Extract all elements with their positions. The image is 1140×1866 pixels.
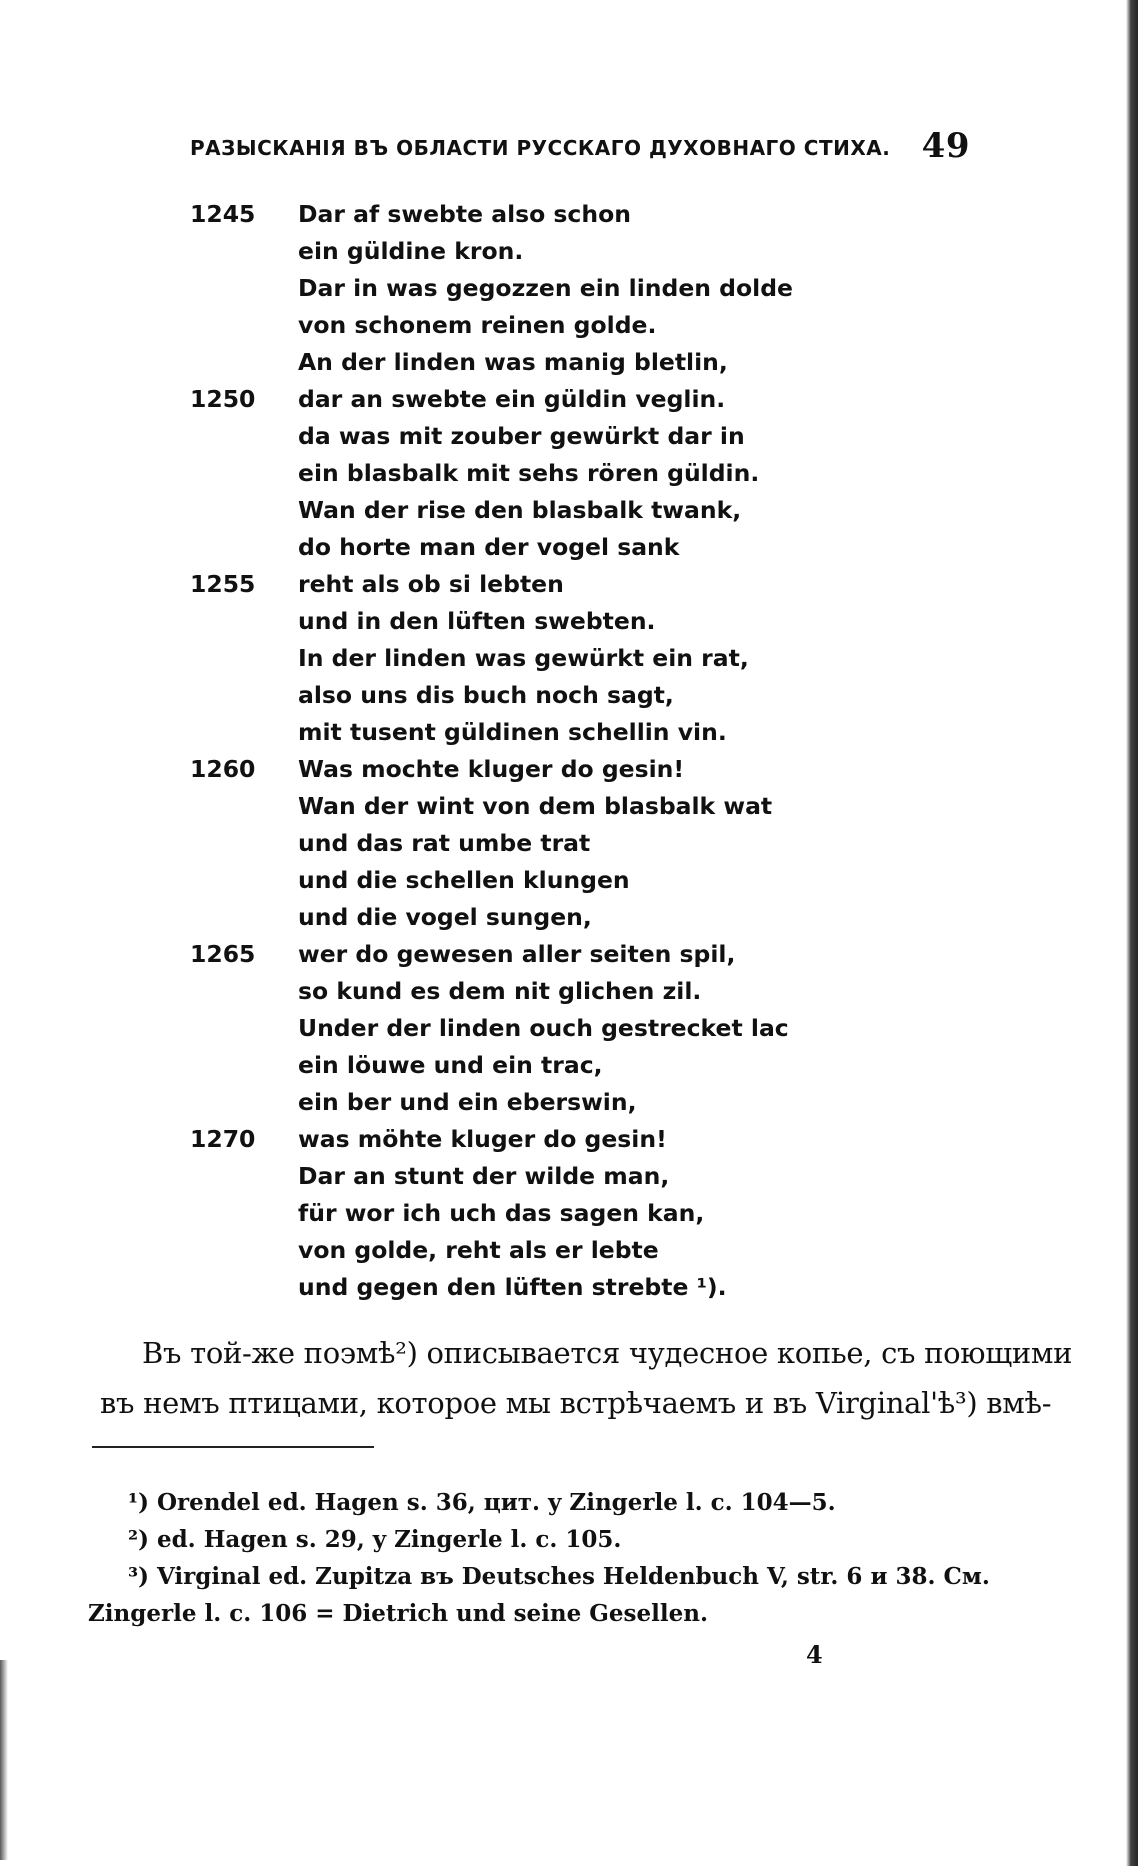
poem-line <box>190 1084 1010 1121</box>
footnote-line: ²) ed. Hagen s. 29, y Zingerle l. c. 105. <box>128 1526 622 1553</box>
verse-text: und gegen den lüften strebte ¹). <box>298 1273 727 1301</box>
prose-paragraph <box>100 1328 1073 1428</box>
line-number: 1245 <box>190 200 256 228</box>
verse-text: also uns dis buch noch sagt, <box>298 681 674 709</box>
poem-line <box>190 899 1010 936</box>
page-number: 49 <box>921 126 970 166</box>
line-number: 1250 <box>190 385 256 413</box>
poem-line <box>190 603 1010 640</box>
verse-text: und die schellen klungen <box>298 866 630 894</box>
page-edge-shadow <box>1126 0 1138 1866</box>
verse-text: Wan der wint von dem blasbalk wat <box>298 792 773 820</box>
running-header <box>190 128 990 168</box>
line-number: 1265 <box>190 940 256 968</box>
poem-line <box>190 270 1010 307</box>
verse-text: und die vogel sungen, <box>298 903 592 931</box>
header-title: РАЗЫСКАНІЯ ВЪ ОБЛАСТИ РУССКАГО ДУХОВНАГО СТИХА. <box>190 136 891 160</box>
verse-text: und das rat umbe trat <box>298 829 591 857</box>
verse-text: wer do gewesen aller seiten spil, <box>298 940 736 968</box>
poem-line <box>190 1232 1010 1269</box>
poem-line <box>190 1010 1010 1047</box>
poem-line <box>190 973 1010 1010</box>
poem-line <box>190 825 1010 862</box>
verse-text: Dar af swebte also schon <box>298 200 631 228</box>
verse-text: so kund es dem nit glichen zil. <box>298 977 702 1005</box>
poem-line <box>190 640 1010 677</box>
verse-text: von schonem reinen golde. <box>298 311 657 339</box>
poem-block <box>190 196 1010 1306</box>
poem-line <box>190 566 1010 603</box>
verse-text: do horte man der vogel sank <box>298 533 680 561</box>
poem-line <box>190 418 1010 455</box>
footnotes <box>88 1484 1008 1632</box>
verse-text: ein ber und ein eberswin, <box>298 1088 637 1116</box>
verse-text: mit tusent güldinen schellin vin. <box>298 718 727 746</box>
verse-text: von golde, reht als er lebte <box>298 1236 659 1264</box>
poem-line <box>190 751 1010 788</box>
verse-text: Under der linden ouch gestrecket lac <box>298 1014 789 1042</box>
verse-text: ein blasbalk mit sehs rören güldin. <box>298 459 760 487</box>
poem-line <box>190 862 1010 899</box>
poem-line <box>190 455 1010 492</box>
footnote-line: ³) Virginal ed. Zupitza въ Deutsches Heldenbuch V, str. 6 и 38. Cм. <box>128 1563 990 1590</box>
poem-line <box>190 1158 1010 1195</box>
verse-text: was möhte kluger do gesin! <box>298 1125 667 1153</box>
verse-text: In der linden was gewürkt ein rat, <box>298 644 749 672</box>
verse-text: ein güldine kron. <box>298 237 524 265</box>
poem-line <box>190 307 1010 344</box>
poem-line <box>190 677 1010 714</box>
verse-text: und in den lüften swebten. <box>298 607 656 635</box>
poem-line <box>190 1195 1010 1232</box>
footnote-rule <box>92 1446 374 1448</box>
poem-line <box>190 233 1010 270</box>
signature-mark: 4 <box>806 1640 823 1669</box>
footnote-line: ¹) Orendel ed. Hagen s. 36, цит. y Zingerle l. c. 104—5. <box>128 1489 836 1516</box>
poem-line <box>190 381 1010 418</box>
page-edge-shadow-left <box>0 1660 8 1860</box>
verse-text: dar an swebte ein güldin veglin. <box>298 385 726 413</box>
verse-text: reht als ob si lebten <box>298 570 564 598</box>
footnote-line: Zingerle l. c. 106 = Dietrich und seine Gesellen. <box>88 1600 708 1627</box>
poem-line <box>190 196 1010 233</box>
line-number: 1260 <box>190 755 256 783</box>
line-number: 1255 <box>190 570 256 598</box>
poem-line <box>190 1047 1010 1084</box>
verse-text: Was mochte kluger do gesin! <box>298 755 685 783</box>
poem-line <box>190 714 1010 751</box>
poem-line <box>190 936 1010 973</box>
prose-line: въ немъ птицами, которое мы встрѣчаемъ и въ Virginal'ѣ³) вмѣ- <box>100 1386 1052 1420</box>
poem-line <box>190 788 1010 825</box>
line-number: 1270 <box>190 1125 256 1153</box>
verse-text: An der linden was manig bletlin, <box>298 348 728 376</box>
verse-text: Wan der rise den blasbalk twank, <box>298 496 742 524</box>
poem-line <box>190 1121 1010 1158</box>
verse-text: für wor ich uch das sagen kan, <box>298 1199 705 1227</box>
poem-line <box>190 492 1010 529</box>
poem-line <box>190 344 1010 381</box>
verse-text: da was mit zouber gewürkt dar in <box>298 422 745 450</box>
verse-text: Dar in was gegozzen ein linden dolde <box>298 274 793 302</box>
prose-line: Въ той-же поэмѣ²) описывается чудесное копье, съ поющими <box>142 1336 1073 1370</box>
verse-text: ein löuwe und ein trac, <box>298 1051 603 1079</box>
poem-line <box>190 1269 1010 1306</box>
poem-line <box>190 529 1010 566</box>
verse-text: Dar an stunt der wilde man, <box>298 1162 670 1190</box>
